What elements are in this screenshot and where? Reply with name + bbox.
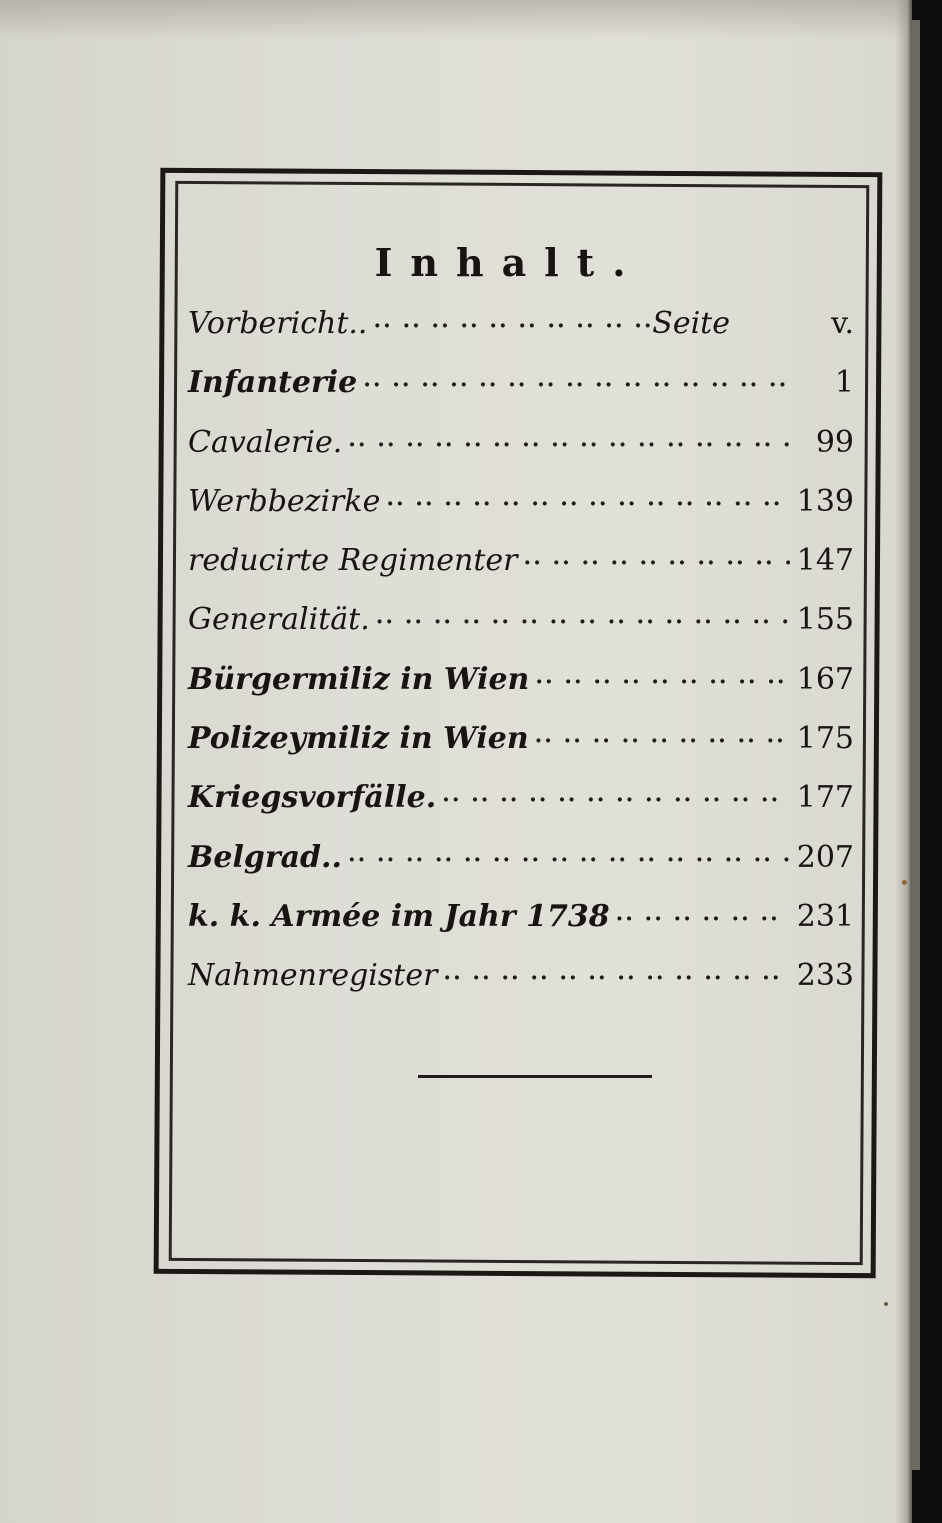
toc-row-werbbezirke (188, 484, 854, 543)
leader-dots (437, 965, 790, 991)
leader-dots (342, 432, 790, 458)
toc-page-number: 99 (815, 424, 854, 460)
toc-row-polizeymiliz (188, 721, 854, 780)
leader-dots (370, 609, 790, 635)
toc-page-number: 155 (796, 602, 854, 638)
toc-entry-title: Vorbericht.. (188, 306, 368, 341)
paper-speck (884, 1302, 888, 1306)
toc-entry-title: Bürgermiliz in Wien (188, 661, 530, 697)
toc-entry-title: Werbbezirke (188, 483, 381, 519)
seite-label: Seite (652, 306, 730, 341)
toc-page-number: 175 (796, 721, 854, 757)
leader-dots (367, 313, 652, 339)
leader-dots (357, 372, 790, 398)
toc-row-kriegsvorfaelle (188, 780, 854, 839)
toc-entry-title: Generalität. (188, 602, 370, 638)
toc-entry-title: Polizeymiliz in Wien (188, 721, 529, 757)
toc-row-nahmenregister (188, 958, 854, 1017)
leader-dots (610, 906, 790, 932)
toc-row-belgrad (188, 840, 854, 899)
toc-row-buergermiliz (188, 662, 854, 721)
toc-page-number: 233 (796, 958, 854, 994)
toc-row-generalitaet (188, 602, 854, 661)
leader-dots (342, 847, 790, 873)
toc-entry-title: Cavalerie. (188, 424, 343, 460)
toc-row-reducirte-regimenter (188, 543, 854, 602)
leader-dots (529, 669, 790, 695)
leader-dots (529, 728, 790, 754)
toc-row-cavalerie (188, 425, 854, 484)
leader-dots (380, 491, 790, 517)
toc-page-number: 1 (834, 365, 854, 401)
toc-row-vorbericht (188, 306, 854, 365)
toc-page-number: 167 (796, 661, 854, 697)
toc-page-number: 147 (796, 543, 854, 579)
toc-entry-title: Nahmenregister (188, 958, 438, 994)
leader-dots (436, 787, 790, 813)
toc-row-armee-1738 (188, 899, 854, 958)
adjacent-page-strip (912, 20, 920, 1470)
table-of-contents (188, 306, 854, 1018)
toc-page-number: 207 (796, 839, 854, 875)
toc-entry-title: reducirte Regimenter (188, 543, 518, 579)
toc-entry-title: Infanterie (188, 365, 358, 401)
toc-entry-title: Kriegsvorfälle. (188, 780, 437, 816)
toc-page-number: v. (831, 306, 854, 341)
toc-page-number: 231 (796, 898, 854, 934)
toc-row-infanterie (188, 365, 854, 424)
page-shadow (0, 0, 912, 40)
leader-dots (518, 550, 790, 576)
toc-page-number: 139 (796, 483, 854, 519)
toc-entry-title: Belgrad.. (188, 839, 342, 875)
paper-speck (902, 880, 907, 885)
toc-page-number: 177 (796, 780, 854, 816)
toc-entry-title: k. k. Armée im Jahr 1738 (188, 898, 610, 934)
closing-rule (418, 1075, 652, 1078)
page-title: Inhalt. (374, 240, 644, 285)
